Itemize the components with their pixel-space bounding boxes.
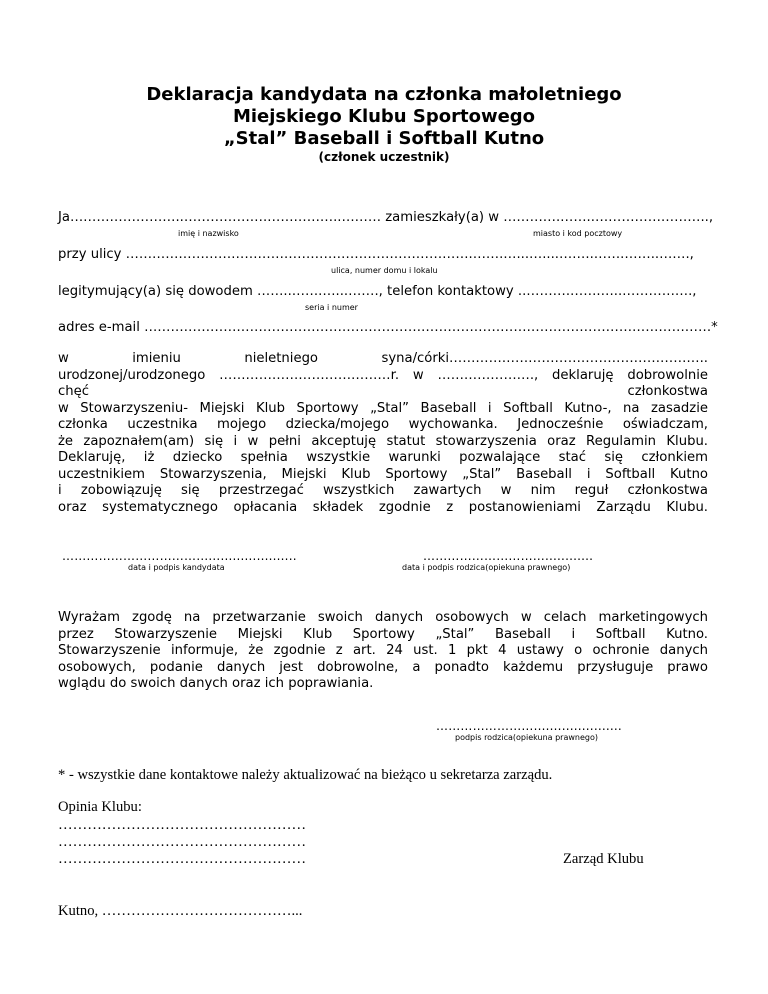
contact-data-note: * - wszystkie dane kontaktowe należy aktualizować na bieżąco u sekretarza zarządu. [58,767,553,783]
declaration-line: Deklaruję, iż dziecko spełnia wszystkie warunki pozwalające stać się członkiem [58,450,708,465]
opinion-line-2: …………………………………………… [58,834,307,850]
consent-line: Stowarzyszenie informuje, że zgodnie z art. 24 ust. 1 pkt 4 ustawy o ochronie danych [58,643,708,658]
consent-line: Wyrażam zgodę na przetwarzanie swoich danych osobowych w celach marketingowych [58,610,708,625]
caption-street: ulica, numer domu i lokalu [331,266,438,275]
consent-line: wglądu do swoich danych oraz ich poprawiania. [58,676,374,691]
name-address-line: Ja……………………..……………….……………..……… zamieszkały(a) w ………….……..…………………….., [58,210,714,225]
email-line: adres e-mail …………………………………………………………………………………………………………………* [58,320,718,335]
declaration-line: członka uczestnika mojego dziecka/mojego wychowanka. Jednocześnie oświadczam, [58,417,708,432]
club-opinion-label: Opinia Klubu: [58,799,142,815]
id-phone-line: legitymujący(a) się dowodem ……..…….…...……., telefon kontaktowy ..……….…….…..……………., [58,284,697,299]
declaration-line: chęć członkostwa [58,384,708,399]
opinion-line-3: …………………………………………… [58,851,307,867]
title-line-2: Miejskiego Klubu Sportowego [232,106,536,127]
parent-signature-line: …………………………............ [423,549,594,563]
subtitle: (członek uczestnik) [318,150,450,164]
opinion-line-1: …………………………………………… [58,817,307,833]
caption-name: imię i nazwisko [178,229,239,238]
consent-paragraph [58,610,708,693]
consent-line: przez Stowarzyszenie Miejski Klub Sportowy „Stal” Baseball i Softball Kutno. [58,626,708,642]
declaration-line: urodzonej/urodzonego …………………………………r. w …………………., deklaruję dobrowolnie [58,367,708,383]
declaration-paragraph [58,351,708,516]
declaration-line: w Stowarzyszeniu- Miejski Klub Sportowy „Stal” Baseball i Softball Kutno-, na zasadzie [58,400,708,416]
street-line: przy ulicy …………………………………………………………………….…….…...…....……..…….……..……., [58,247,694,262]
caption-city: miasto i kod pocztowy [533,229,623,238]
caption-candidate-signature: data i podpis kandydata [128,563,225,572]
declaration-line: oraz systematycznego opłacania składek zgodnie z postanowieniami Zarządu Klubu. [58,499,708,515]
declaration-line: w imieniu nieletniego syna/córki………………………………………………….. [58,351,708,366]
title-line-3: „Stal” Baseball i Softball Kutno [223,128,545,149]
club-board-label: Zarząd Klubu [563,851,644,867]
caption-parent-signature: data i podpis rodzica(opiekuna prawnego) [402,563,571,572]
consent-signature-line: ……………………...................... [436,719,622,733]
place-date-line: Kutno, …………………………………... [58,903,303,919]
caption-consent-signature: podpis rodzica(opiekuna prawnego) [455,733,598,742]
candidate-signature-line: ………………………………...................... [62,549,297,563]
declaration-line: i zobowiązuję się przestrzegać wszystkich zawartych w nim reguł członkostwa [58,483,708,498]
declaration-line: uczestnikiem Stowarzyszenia, Miejski Klub Sportowy „Stal” Baseball i Softball Kutno [58,466,708,482]
title-line-1: Deklaracja kandydata na członka małoletniego [146,84,622,105]
consent-line: osobowych, podanie danych jest dobrowolne, a ponadto każdemu przysługuje prawo [58,659,708,675]
caption-id: seria i numer [305,303,358,312]
declaration-line: że zapoznałem(am) się i w pełni akceptuję statut stowarzyszenia oraz Regulamin Klubu. [58,433,708,449]
